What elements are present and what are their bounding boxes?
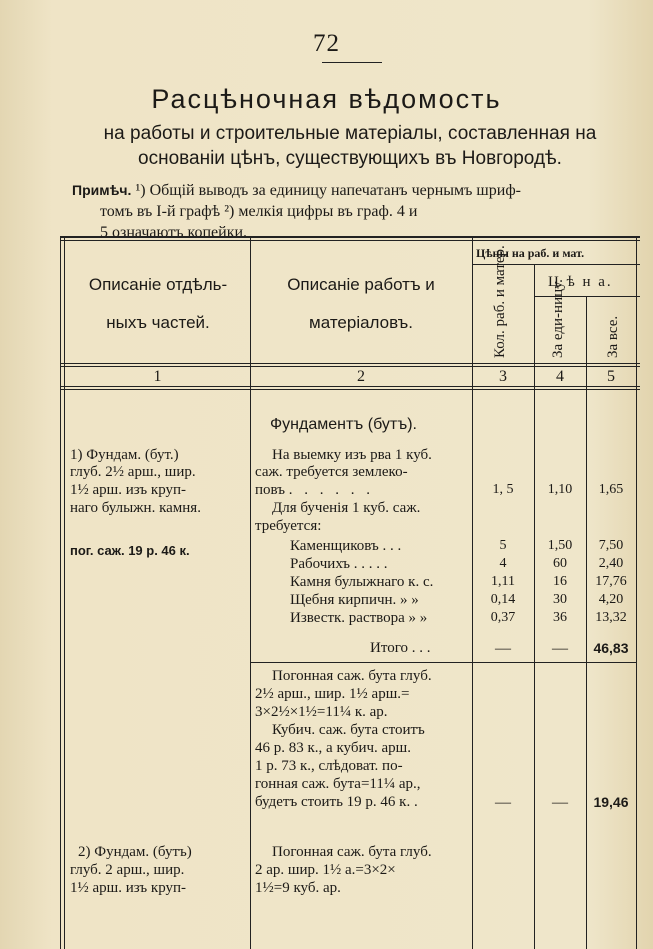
calc-line: гонная саж. бута=11¼ ар., xyxy=(255,776,421,792)
col2-line-4: Для бученія 1 куб. саж. xyxy=(272,500,421,516)
itogo-qty: — xyxy=(495,640,511,657)
calc2-line: 2 ар. шир. 1½ а.=3×2× xyxy=(255,862,396,878)
col-border-right xyxy=(636,236,637,949)
col2-line-3-dots: . . . . . . xyxy=(288,482,374,498)
subtitle-line-1: на работы и строительные матеріалы, составленная на xyxy=(103,123,597,144)
calc-result-unit: — xyxy=(552,794,568,811)
header-col1-line-2: ныхъ частей. xyxy=(106,313,210,332)
header-col1-line-1: Описаніе отдѣль- xyxy=(88,275,228,294)
header-col2-line-2: матеріаловъ. xyxy=(309,313,413,332)
col-border-left xyxy=(60,236,61,949)
excavation-qty: 1, 5 xyxy=(492,482,514,497)
document-title: Расцѣночная вѣдомость xyxy=(151,84,502,114)
item-unit: 36 xyxy=(553,610,567,625)
itogo-row xyxy=(370,640,430,658)
item-total: 17,76 xyxy=(595,574,627,589)
header-bottom-rule xyxy=(60,363,640,364)
item-total: 2,40 xyxy=(598,556,624,571)
item-name: Щебня кирпичн. xyxy=(290,592,397,608)
col-number-2: 2 xyxy=(357,368,365,385)
col-divider-1-2 xyxy=(250,236,251,949)
col2-line-5: требуется: xyxy=(255,518,322,534)
item-dots: » » xyxy=(400,592,419,608)
table-top-rule-2 xyxy=(60,240,640,241)
col1-line-2: глуб. 2½ арш., шир. xyxy=(70,464,196,480)
header-col5: За все. xyxy=(605,315,621,358)
item-total: 7,50 xyxy=(598,538,624,553)
item-total: 13,32 xyxy=(595,610,627,625)
header-col4: За еди-ницу. xyxy=(550,279,566,358)
calc-line: будетъ стоить 19 р. 46 к. . xyxy=(255,794,418,810)
col1b-line-1: 2) Фундам. (бутъ) xyxy=(78,844,192,860)
item-dots: . . . . . xyxy=(353,556,388,572)
item-row xyxy=(290,574,433,592)
section-title: Фундаментъ (бутъ). xyxy=(270,416,417,433)
col2-line-1: На выемку изъ рва 1 куб. xyxy=(272,447,432,463)
page-number: 72 xyxy=(313,30,340,57)
page-number-rule xyxy=(322,62,382,63)
col1b-line-2: глуб. 2 арш., шир. xyxy=(70,862,185,878)
header-col2-line-1: Описаніе работъ и xyxy=(287,275,435,294)
item-name: Известк. раствора xyxy=(290,610,405,626)
calc-line: 3×2½×1½=11¼ к. ар. xyxy=(255,704,388,720)
calc-line: Кубич. саж. бута стоитъ xyxy=(272,722,425,738)
footnote-lead: Примѣч. xyxy=(72,182,132,198)
col-number-1: 1 xyxy=(153,368,162,385)
calc-line: 46 р. 83 к., а кубич. арш. xyxy=(255,740,411,756)
item-name: Рабочихъ xyxy=(290,556,350,572)
footnote xyxy=(72,180,640,243)
calc2-line: Погонная саж. бута глуб. xyxy=(272,844,432,860)
header-col2 xyxy=(252,266,470,342)
item-row xyxy=(290,592,419,610)
calc2-line: 1½=9 куб. ар. xyxy=(255,880,341,896)
item-unit: 60 xyxy=(553,556,567,571)
item-qty: 0,14 xyxy=(490,592,516,607)
excavation-unit: 1,10 xyxy=(547,482,573,497)
item-qty: 0,37 xyxy=(490,610,516,625)
calc-result-qty: — xyxy=(495,794,511,811)
col-number-4: 4 xyxy=(556,368,564,385)
header-prices-group: Цѣны на раб. и мат. xyxy=(476,246,585,260)
col-border-left-2 xyxy=(64,236,65,949)
item-qty: 1,11 xyxy=(491,574,515,589)
item-row xyxy=(290,538,401,556)
calc-line: 2½ арш., шир. 1½ арш.= xyxy=(255,686,410,702)
numbers-bottom-rule xyxy=(60,386,640,387)
itogo-unit: — xyxy=(552,640,568,657)
footnote-line-2: томъ въ I-й графѣ ²) мелкія цифры въ граф. 4 и xyxy=(100,203,418,220)
item-unit: 30 xyxy=(553,592,567,607)
item-unit: 1,50 xyxy=(547,538,573,553)
table-top-rule xyxy=(60,236,640,238)
item-qty: 5 xyxy=(499,538,507,553)
header-col1 xyxy=(68,266,248,342)
col2-line-3 xyxy=(255,482,374,500)
itogo-total: 46,83 xyxy=(593,640,629,656)
col-number-5: 5 xyxy=(607,368,615,385)
item-qty: 4 xyxy=(499,556,507,571)
col-number-3: 3 xyxy=(499,368,507,385)
col2-line-3-text: повъ xyxy=(255,482,285,498)
item-row xyxy=(290,556,388,574)
itogo-dots: . . . xyxy=(411,640,431,656)
col1b-line-3: 1½ арш. изъ круп- xyxy=(70,880,187,896)
price-table xyxy=(60,236,640,949)
excavation-total: 1,65 xyxy=(598,482,624,497)
col2-line-2: саж. требуется землеко- xyxy=(255,464,408,480)
footnote-line-1: ¹) Общій выводъ за единицу напечатанъ чернымъ шриф- xyxy=(135,182,522,199)
document-subtitle xyxy=(70,121,630,171)
col1-summary: пог. саж. 19 р. 46 к. xyxy=(70,543,190,558)
item-total: 4,20 xyxy=(598,592,624,607)
col1-line-3: 1½ арш. изъ круп- xyxy=(70,482,187,498)
item-name: Камня булыжнаго к. с. xyxy=(290,574,434,590)
subtitle-line-2: основаніи цѣнъ, существующихъ въ Новгородѣ. xyxy=(138,148,562,169)
itogo-rule xyxy=(250,662,636,663)
header-price-sub: Ц ѣ н а. xyxy=(548,274,613,290)
itogo-label: Итого xyxy=(370,640,408,656)
calc-line: Погонная саж. бута глуб. xyxy=(272,668,432,684)
item-dots: » » xyxy=(408,610,428,626)
calc-result-total: 19,46 xyxy=(593,794,629,810)
item-row xyxy=(290,610,427,628)
item-dots: . . . xyxy=(382,538,402,554)
col1-line-4: наго булыжн. камня. xyxy=(70,500,201,516)
numbers-bottom-rule-2 xyxy=(60,389,640,390)
col1-line-1: 1) Фундам. (бут.) xyxy=(70,447,179,463)
header-col3: Кол. раб. и матер. xyxy=(492,245,508,358)
header-bottom-rule-2 xyxy=(60,366,640,367)
item-unit: 16 xyxy=(553,574,567,589)
item-name: Каменщиковъ xyxy=(290,538,379,554)
footnote-line-3: 5 означаютъ копейки. xyxy=(100,224,248,241)
calc-line: 1 р. 73 к., слѣдоват. по- xyxy=(255,758,403,774)
